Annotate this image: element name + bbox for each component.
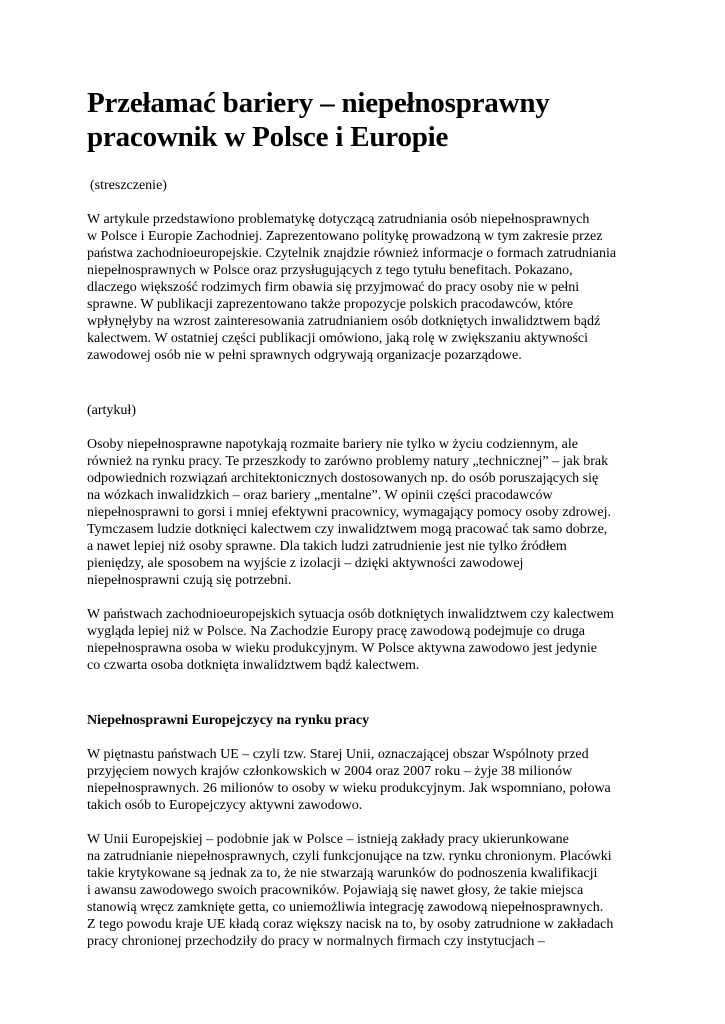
text-line: zawodowej osób nie w pełni sprawnych odgrywają organizacje pozarządowe. bbox=[87, 348, 522, 363]
article-paragraph-1 bbox=[87, 436, 643, 589]
text-line: wpłynęłyby na wzrost zainteresowania zatrudnianiem osób dotkniętych inwalidztwem bądź bbox=[87, 314, 601, 329]
text-line: Osoby niepełnosprawne napotykają rozmaite bariery nie tylko w życiu codziennym, ale bbox=[87, 437, 578, 452]
text-line: wygląda lepiej niż w Polsce. Na Zachodzie Europy pracę zawodową podejmuje co druga bbox=[87, 624, 585, 639]
text-line: niepełnosprawnych w Polsce oraz przysługujących z tego tytułu benefitach. Pokazano, bbox=[87, 263, 573, 278]
text-line: i awansu zawodowego swoich pracowników. Pojawiają się nawet głosy, że takie miejsca bbox=[87, 883, 584, 898]
text-line: na wózkach inwalidzkich – oraz bariery „mentalne”. W opinii części pracodawców bbox=[87, 488, 553, 503]
article-label: (artykuł) bbox=[87, 403, 136, 418]
article-paragraph-4 bbox=[87, 831, 643, 950]
article-paragraph-3 bbox=[87, 746, 643, 814]
text-line: stanowią wręcz zamknięte getta, co uniemożliwia integrację zawodową niepełnosprawnych. bbox=[87, 900, 604, 915]
title-line: Przełamać bariery – niepełnosprawny bbox=[87, 87, 550, 119]
text-line: W państwach zachodnioeuropejskich sytuacja osób dotkniętych inwalidztwem czy kalectwem bbox=[87, 607, 614, 622]
text-line: na zatrudnianie niepełnosprawnych, czyli funkcjonujące na tzw. rynku chronionym. Placówki bbox=[87, 849, 612, 864]
text-line: niepełnosprawna osoba w wieku produkcyjnym. W Polsce aktywna zawodowo jest jedynie bbox=[87, 641, 597, 656]
text-line: odpowiednich rozwiązań architektonicznych dostosowanych np. do osób poruszających się bbox=[87, 471, 599, 486]
text-line: a nawet lepiej niż osoby sprawne. Dla takich ludzi zatrudnienie jest nie tylko źródłem bbox=[87, 539, 567, 554]
text-line: W piętnastu państwach UE – czyli tzw. Starej Unii, oznaczającej obszar Wspólnoty przed bbox=[87, 747, 589, 762]
text-line: W artykule przedstawiono problematykę dotyczącą zatrudniania osób niepełnosprawnych bbox=[87, 212, 590, 227]
text-line: niepełnosprawni to gorsi i mniej efektywni pracownicy, wymagający pomocy osoby zdrowej. bbox=[87, 505, 611, 520]
title-line: pracownik w Polsce i Europie bbox=[87, 121, 449, 153]
article-paragraph-2 bbox=[87, 606, 643, 674]
text-line: dlaczego większość rodzimych firm obawia się przyjmować do pracy osoby nie w pełni bbox=[87, 280, 580, 295]
document-page bbox=[87, 86, 643, 950]
text-line: niepełnosprawnych. 26 milionów to osoby w wieku produkcyjnym. Jak wspomniano, połowa bbox=[87, 781, 611, 796]
text-line: przyjęciem nowych krajów członkowskich w 2004 oraz 2007 roku – żyje 38 milionów bbox=[87, 764, 573, 779]
text-line: pracy chronionej przechodziły do pracy w normalnych firmach czy instytucjach – bbox=[87, 934, 545, 949]
text-line: państwa zachodnioeuropejskie. Czytelnik znajdzie również informacje o formach zatrudniania bbox=[87, 246, 617, 261]
text-line: również na rynku pracy. Te przeszkody to zarówno problemy natury „technicznej” – jak brak bbox=[87, 454, 609, 469]
text-line: w Polsce i Europie Zachodniej. Zaprezentowano politykę prowadzoną w tym zakresie przez bbox=[87, 229, 603, 244]
text-line: takich osób to Europejczycy aktywni zawodowo. bbox=[87, 798, 363, 813]
text-line: Tymczasem ludzie dotknięci kalectwem czy inwalidztwem mogą pracować tak samo dobrze, bbox=[87, 522, 608, 537]
text-line: Z tego powodu kraje UE kładą coraz większy nacisk na to, by osoby zatrudnione w zakładach bbox=[87, 917, 614, 932]
document-title bbox=[87, 86, 643, 154]
text-line: W Unii Europejskiej – podobnie jak w Polsce – istnieją zakłady pracy ukierunkowane bbox=[87, 832, 569, 847]
text-line: sprawne. W publikacji zaprezentowano także propozycje polskich pracodawców, które bbox=[87, 297, 574, 312]
text-line: niepełnosprawni czują się potrzebni. bbox=[87, 573, 292, 588]
text-line: co czwarta osoba dotknięta inwalidztwem bądź kalectwem. bbox=[87, 658, 420, 673]
text-line: kalectwem. W ostatniej części publikacji omówiono, jaką rolę w zwiększaniu aktywności bbox=[87, 331, 588, 346]
text-line: takie krytykowane są jednak za to, że nie stwarzają warunków do podnoszenia kwalifikacji bbox=[87, 866, 598, 881]
abstract-label: (streszczenie) bbox=[90, 178, 167, 193]
abstract-paragraph bbox=[87, 211, 643, 364]
text-line: pieniędzy, ale sposobem na wyjście z izolacji – dzięki aktywności zawodowej bbox=[87, 556, 524, 571]
section-heading: Niepełnosprawni Europejczycy na rynku pracy bbox=[87, 713, 370, 728]
